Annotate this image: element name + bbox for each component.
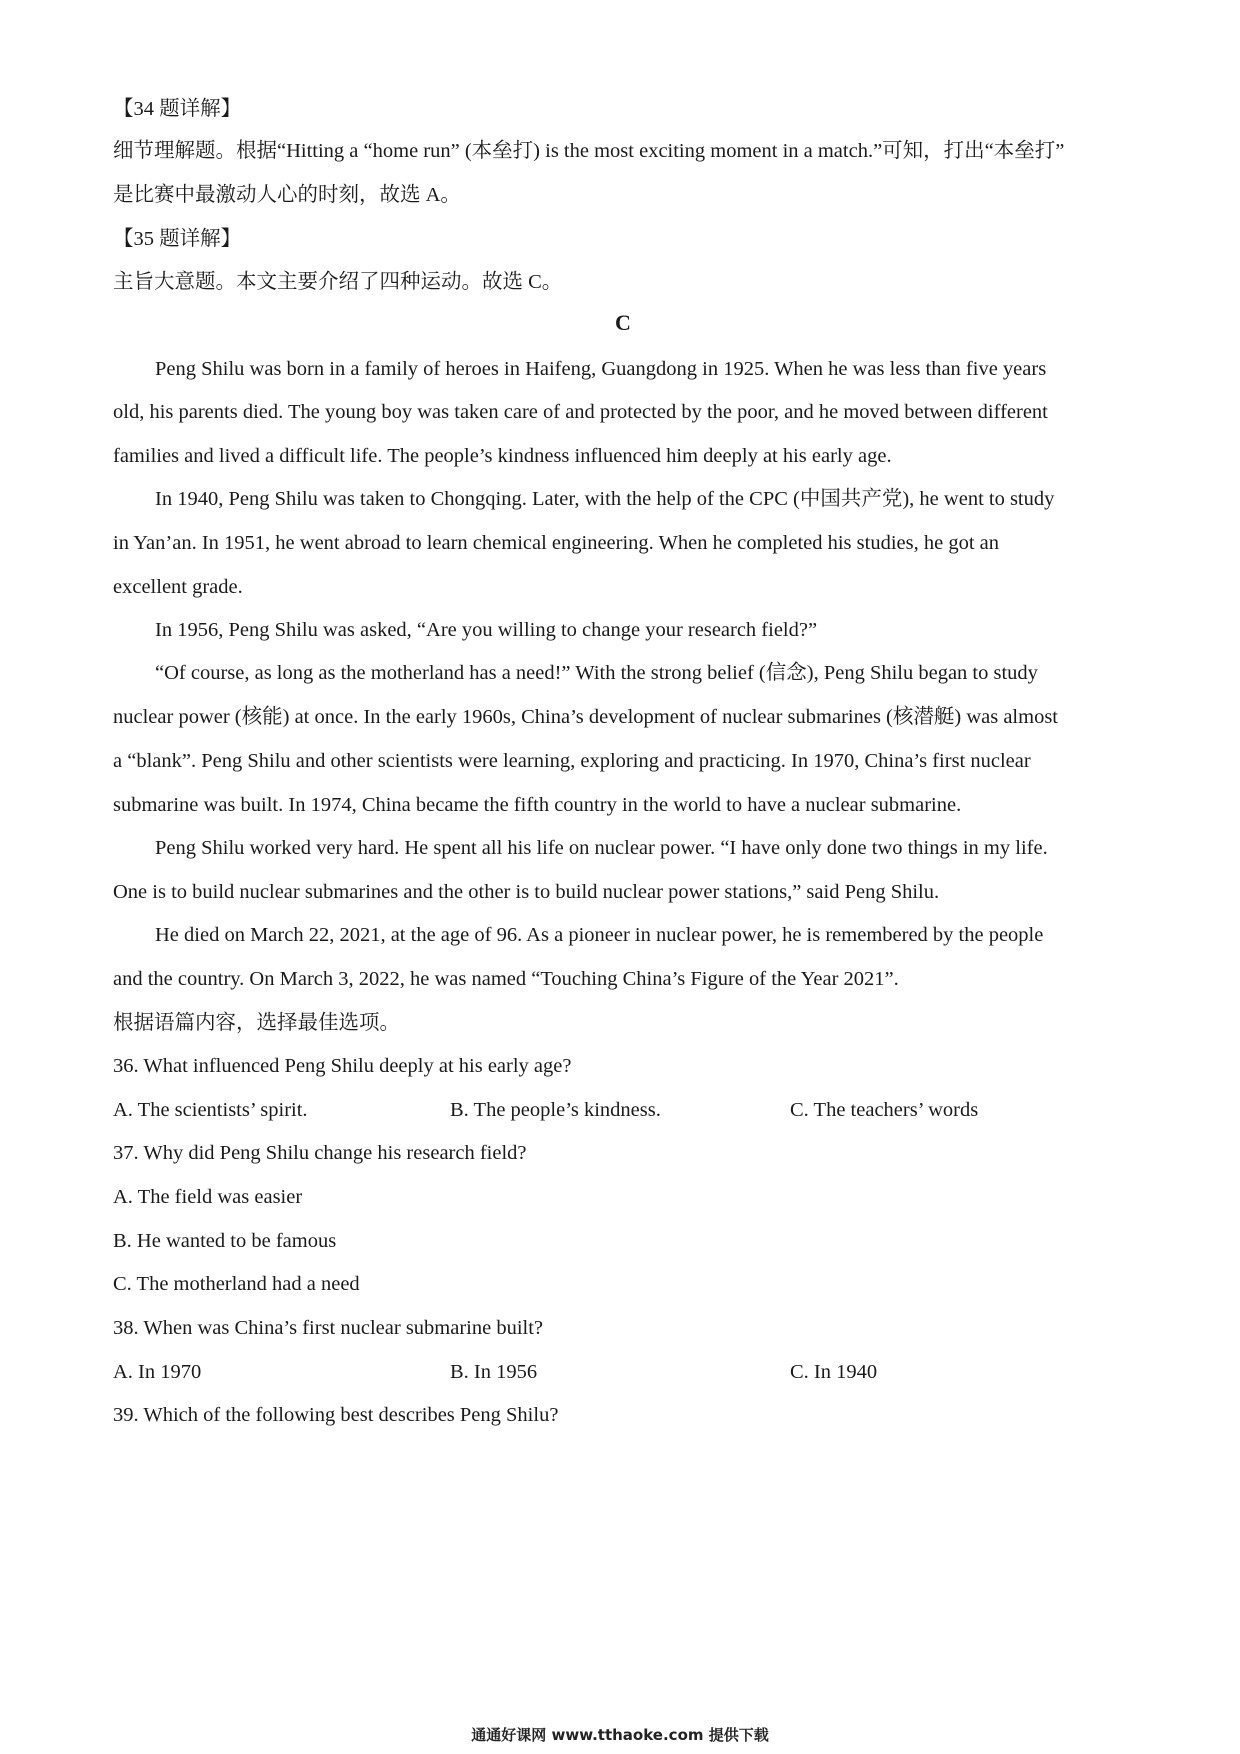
paragraph-4-line-4: submarine was built. In 1974, China became the fifth country in the world to have a nuclear submarine. (113, 794, 962, 816)
q35-heading: 【35 题详解】 (113, 228, 242, 250)
question-36-option-a: A. The scientists’ spirit. (113, 1099, 308, 1121)
paragraph-5-line-2: One is to build nuclear submarines and the other is to build nuclear power stations,” said Peng Shilu. (113, 881, 940, 903)
paragraph-4-line-2: nuclear power (核能) at once. In the early 1960s, China’s development of nuclear submarines (核潜艇) was almost (113, 706, 1059, 728)
paragraph-3-line-1: In 1956, Peng Shilu was asked, “Are you willing to change your research field?” (155, 619, 818, 641)
paragraph-2-line-3: excellent grade. (113, 576, 243, 598)
paragraph-6-line-1: He died on March 22, 2021, at the age of 96. As a pioneer in nuclear power, he is remembered by the people (155, 924, 1044, 946)
question-38-option-b: B. In 1956 (450, 1361, 538, 1383)
question-37-option-a: A. The field was easier (113, 1186, 303, 1208)
paragraph-1-line-1: Peng Shilu was born in a family of heroes in Haifeng, Guangdong in 1925. When he was less than five years (155, 358, 1047, 380)
q34-heading: 【34 题详解】 (113, 98, 242, 120)
paragraph-5-line-1: Peng Shilu worked very hard. He spent all his life on nuclear power. “I have only done two things in my life. (155, 837, 1048, 859)
paragraph-1-line-3: families and lived a difficult life. The people’s kindness influenced him deeply at his early age. (113, 445, 892, 467)
footer-watermark: 通通好课网 www.tthaoke.com 提供下载 (471, 1726, 769, 1744)
paragraph-6-line-2: and the country. On March 3, 2022, he was named “Touching China’s Figure of the Year 2021”. (113, 968, 899, 990)
question-37-option-c: C. The motherland had a need (113, 1273, 360, 1295)
paragraph-2-line-2: in Yan’an. In 1951, he went abroad to learn chemical engineering. When he completed his studies, he got an (113, 532, 999, 554)
question-37-stem: 37. Why did Peng Shilu change his research field? (113, 1142, 527, 1164)
question-39-stem: 39. Which of the following best describes Peng Shilu? (113, 1404, 559, 1426)
question-36-stem: 36. What influenced Peng Shilu deeply at his early age? (113, 1055, 572, 1077)
instruction: 根据语篇内容，选择最佳选项。 (113, 1012, 400, 1034)
paragraph-2-line-1: In 1940, Peng Shilu was taken to Chongqing. Later, with the help of the CPC (中国共产党), he went to study (155, 488, 1055, 510)
question-36-option-c: C. The teachers’ words (790, 1099, 979, 1121)
paragraph-4-line-1: “Of course, as long as the motherland has a need!” With the strong belief (信念), Peng Shilu began to study (155, 662, 1038, 684)
q34-explanation-line-2: 是比赛中最激动人心的时刻，故选 A。 (113, 184, 461, 206)
question-38-option-c: C. In 1940 (790, 1361, 878, 1383)
question-38-option-a: A. In 1970 (113, 1361, 202, 1383)
paragraph-4-line-3: a “blank”. Peng Shilu and other scientists were learning, exploring and practicing. In 1970, China’s first nuclear (113, 750, 1031, 772)
question-36-option-b: B. The people’s kindness. (450, 1099, 661, 1121)
passage-title: C (615, 310, 631, 335)
question-38-stem: 38. When was China’s first nuclear submarine built? (113, 1317, 544, 1339)
q35-explanation: 主旨大意题。本文主要介绍了四种运动。故选 C。 (113, 271, 563, 293)
paragraph-1-line-2: old, his parents died. The young boy was taken care of and protected by the poor, and he moved between different (113, 401, 1048, 423)
q34-explanation-line-1: 细节理解题。根据“Hitting a “home run” (本垒打) is the most exciting moment in a match.”可知，打出“本垒打” (113, 140, 1065, 162)
question-37-option-b: B. He wanted to be famous (113, 1230, 337, 1252)
